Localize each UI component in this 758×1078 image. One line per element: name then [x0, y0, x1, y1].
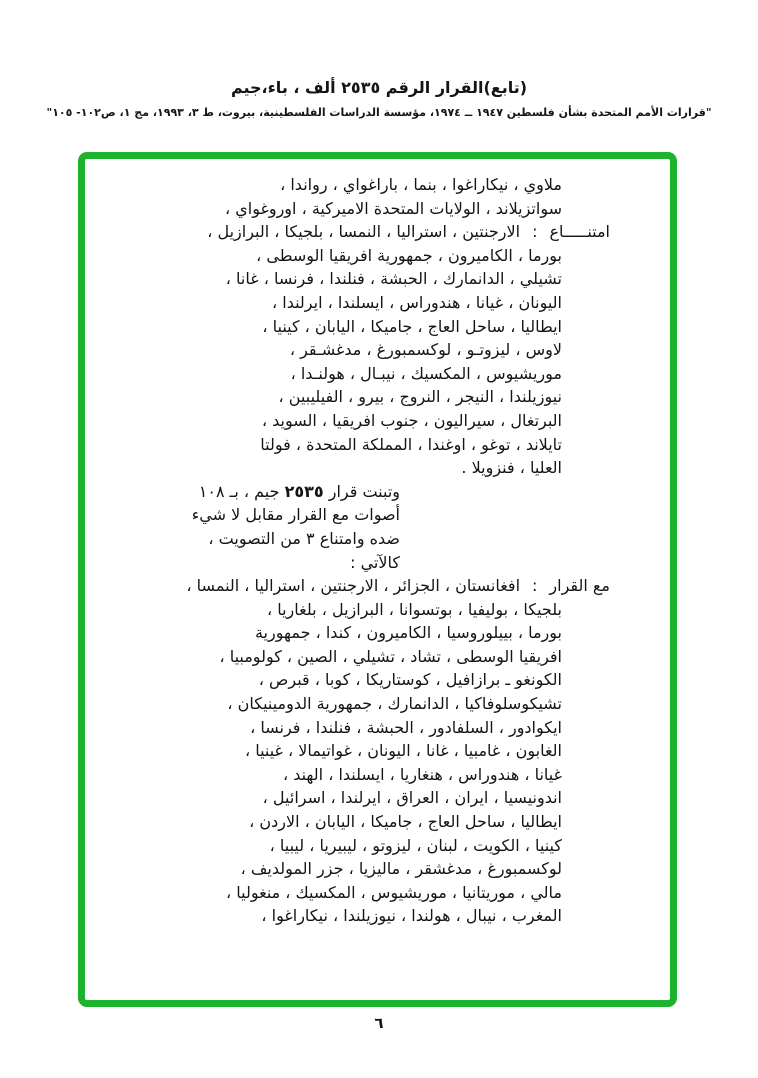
abstain-label: امتنـــــاع: [549, 222, 610, 242]
withvote-label: مع القرار: [549, 576, 610, 596]
page-header: [0, 78, 758, 120]
resolution-title: (تابع)القرار الرقم ٢٥٣٥ ألف ، باء،جيم: [230, 78, 528, 97]
abstain-countries-line: موريشيوس ، المكسيك ، نيبـال ، هولنـدا ،: [290, 363, 562, 383]
adoption-statement-line: [140, 480, 610, 504]
adoption-statement-line: ضده وامتناع ٣ من التصويت ،: [208, 528, 400, 548]
withvote-countries-line: افريقيا الوسطى ، تشاد ، تشيلي ، الصين ، كولومبيا ،: [219, 646, 562, 666]
withvote-countries-start: افغانستان ، الجزائر ، الارجنتين ، استراليا ، النمسا ،: [186, 576, 521, 596]
withvote-countries-line: اندونيسيا ، ايران ، العراق ، ايرلندا ، اسرائيل ،: [262, 788, 562, 808]
withvote-colon: :: [532, 576, 538, 596]
resolution-number: ٢٥٣٥: [284, 481, 324, 501]
withvote-countries-line: الغابون ، غامبيا ، غانا ، اليونان ، غواتيمالا ، غينيا ،: [244, 741, 562, 761]
abstain-entry-first-line: [140, 220, 610, 244]
withvote-countries-line: بورما ، بييلوروسيا ، الكاميرون ، كندا ، جمهورية: [254, 623, 562, 643]
withvote-countries-line: مالي ، موريتانيا ، موريشيوس ، المكسيك ، منغوليا ،: [226, 882, 562, 902]
green-border-box: [78, 152, 677, 1007]
withvote-countries-line: غيانا ، هندوراس ، هنغاريا ، ايسلندا ، الهند ،: [282, 764, 562, 784]
abstain-countries-line: البرتغال ، سيراليون ، جنوب افريقيا ، السويد ،: [261, 410, 562, 430]
abstain-countries-line: اليونان ، غيانا ، هندوراس ، ايسلندا ، ايرلندا ،: [272, 292, 562, 312]
continuation-line: سواتزيلاند ، الولايات المتحدة الاميركية ، اوروغواي ،: [225, 198, 562, 218]
abstain-countries-line: تشيلي ، الدانمارك ، الحبشة ، فنلندا ، فرنسا ، غانا ،: [225, 269, 562, 289]
adoption-statement-line: أصوات مع القرار مقابل لا شيء: [191, 505, 400, 525]
continuation-line: ملاوي ، نيكاراغوا ، بنما ، باراغواي ، رواندا ،: [280, 175, 562, 194]
abstain-countries-line: نيوزيلندا ، النيجر ، النروج ، بيرو ، الفيليبين ،: [278, 387, 562, 407]
withvote-countries-line: المغرب ، نيبال ، هولندا ، نيوزيلندا ، نيكاراغوا ،: [261, 906, 562, 926]
abstain-countries-line: بورما ، الكاميرون ، جمهورية افريقيا الوسطى ،: [256, 245, 562, 265]
withvote-countries-line: ايكوادور ، السلفادور ، الحبشة ، فنلندا ، فرنسا ،: [250, 717, 562, 737]
withvote-countries-line: بلجيكا ، بوليفيا ، بوتسوانا ، البرازيل ، بلغاريا ،: [266, 599, 562, 619]
resolution-text-block: [140, 173, 610, 928]
withvote-countries-line: كينيا ، الكويت ، لبنان ، ليزوتو ، ليبيريا ، ليبيا ،: [269, 835, 562, 855]
page-number: ٦: [374, 1014, 384, 1032]
withvote-countries-line: لوكسمبورغ ، مدغشقر ، ماليزيا ، جزر المولديف ،: [240, 859, 562, 879]
source-citation: "قرارات الأمم المتحدة بشأن فلسطين ١٩٤٧ ــ ١٩٧٤، مؤسسة الدراسات الفلسطينية، بيروت، ط ٣، ١٩٩٣، مج ١، ص١٠٢- ١٠٥": [46, 106, 712, 119]
abstain-colon: :: [532, 222, 538, 242]
abstain-countries-line: ايطاليا ، ساحل العاج ، جاميكا ، اليابان ، كينيا ،: [262, 316, 562, 336]
adoption-statement-line: كالآتي :: [350, 552, 400, 572]
withvote-countries-line: ايطاليا ، ساحل العاج ، جاميكا ، اليابان ، الاردن ،: [249, 812, 562, 832]
adoption-text-post: جيم ، بـ ١٠٨: [198, 481, 285, 501]
abstain-countries-line: العليا ، فنزويلا .: [461, 458, 562, 478]
abstain-countries-start: الارجنتين ، استراليا ، النمسا ، بلجيكا ، البرازيل ،: [207, 222, 521, 242]
abstain-countries-line: لاوس ، ليزوتـو ، لوكسمبورغ ، مدغشـقر ،: [289, 340, 562, 360]
abstain-countries-line: تايلاند ، توغو ، اوغندا ، المملكة المتحدة ، فولتا: [260, 434, 562, 454]
withvote-countries-line: الكونغو ـ برازافيل ، كوستاريكا ، كوبا ، قبرص ،: [258, 670, 562, 690]
withvote-entry-first-line: [140, 574, 610, 598]
withvote-countries-line: تشيكوسلوفاكيا ، الدانمارك ، جمهورية الدومينيكان ،: [227, 694, 562, 714]
adoption-text-pre: وتبنت قرار: [323, 481, 400, 501]
